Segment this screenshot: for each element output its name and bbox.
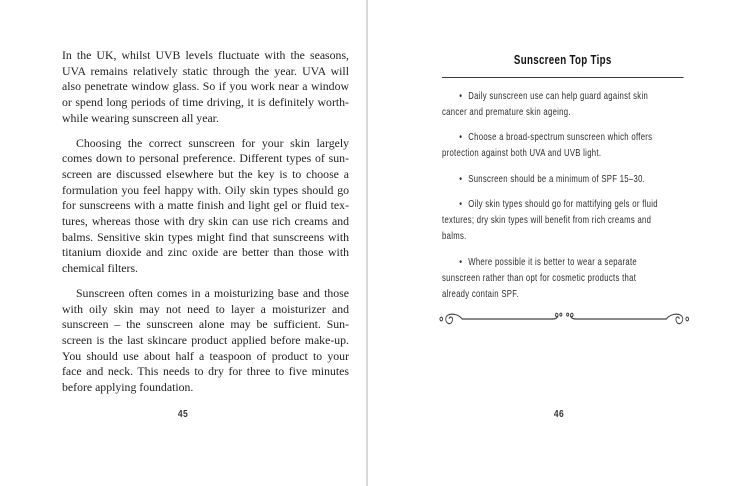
bullet-icon: • (459, 256, 463, 268)
tip-text: Choose a broad-spectrum sunscreen which offers (468, 132, 653, 143)
body-line: or spend long periods of time driving, it is definitely worth- (62, 95, 349, 110)
tip-line: already contain SPF. (442, 288, 519, 300)
body-line: tures, whereas those with dry skin can use rich creams and (62, 214, 349, 229)
paragraph (62, 286, 349, 396)
bullet-icon: • (459, 173, 463, 185)
tip-line (442, 255, 687, 271)
right-page (368, 0, 750, 486)
body-line: also penetrate window glass. So if you work near a window (62, 79, 349, 94)
body-line: face and neck. This needs to dry for three to five minutes (62, 364, 349, 379)
tip-line (442, 197, 687, 213)
body-line: before applying foundation. (62, 380, 194, 395)
tips-bullet-list (439, 89, 687, 303)
body-line: UVA remains relatively static through the year. UVA will (62, 63, 349, 78)
body-line: screen are discussed elsewhere but the key is to choose a (62, 166, 349, 181)
bullet-icon: • (459, 90, 463, 102)
body-line: while wearing sunscreen all year. (62, 110, 219, 125)
body-line: for sunscreens with a matte finish and light gel or fluid tex- (62, 198, 349, 213)
tip-line: cancer and premature skin ageing. (442, 106, 571, 118)
tip-line: protection against both UVA and UVB light. (442, 148, 602, 159)
body-line: sunscreen – the sunscreen alone may be sufficient. Sun- (62, 317, 349, 332)
left-page-paragraphs (62, 48, 349, 396)
tip-line: textures; dry skin types will benefit from rich creams and (442, 215, 652, 226)
page-title: Sunscreen Top Tips (513, 52, 612, 67)
page-number-right-value: 46 (553, 409, 565, 420)
bullet-icon: • (459, 132, 463, 143)
tip-line (442, 89, 687, 105)
bullet-icon: • (459, 199, 463, 210)
page-number-left-value: 45 (177, 409, 189, 420)
paragraph (62, 136, 349, 277)
flourish-divider-icon (439, 312, 690, 328)
body-line: comes down to personal preference. Different types of sun- (62, 151, 349, 166)
body-line: with oily skin may not need to layer a moisturizer and (62, 301, 349, 316)
tip-line (442, 172, 687, 188)
body-line: formulation you feel happy with. Oily skin types should go (62, 182, 349, 197)
tips-content (439, 44, 687, 328)
tip-line: balms. (442, 231, 467, 242)
tip-line: sunscreen rather than opt for cosmetic products that (442, 272, 637, 284)
tip-text: Oily skin types should go for mattifying gels or fluid (468, 199, 658, 210)
body-line: You should use about half a teaspoon of product to your (62, 348, 349, 363)
tip-item (442, 255, 687, 303)
tip-text: Sunscreen should be a minimum of SPF 15–30. (468, 173, 646, 185)
tip-text: Where possible it is better to wear a separate (468, 256, 638, 268)
tip-line (442, 130, 687, 146)
tip-item (442, 172, 687, 188)
tip-item (442, 130, 687, 162)
paragraph (62, 48, 349, 127)
body-line: titanium dioxide and zinc oxide are better than those with (62, 245, 349, 260)
tip-item (442, 197, 687, 245)
body-line: chemical filters. (62, 261, 138, 276)
page-number-left (0, 409, 366, 421)
body-line: screen is the last skincare product applied before make-up. (62, 332, 349, 347)
page-number-right (368, 409, 750, 421)
tip-text: Daily sunscreen use can help guard against skin (468, 90, 649, 102)
title-rule (442, 77, 684, 78)
left-page (0, 0, 366, 486)
body-line: Choosing the correct sunscreen for your skin largely (76, 135, 349, 150)
body-line: Sunscreen often comes in a moisturizing base and those (76, 285, 349, 300)
body-line: balms. Sensitive skin types might find that sunscreens with (62, 229, 349, 244)
tip-item (442, 89, 687, 121)
body-line: In the UK, whilst UVB levels fluctuate with the seasons, (62, 48, 349, 62)
